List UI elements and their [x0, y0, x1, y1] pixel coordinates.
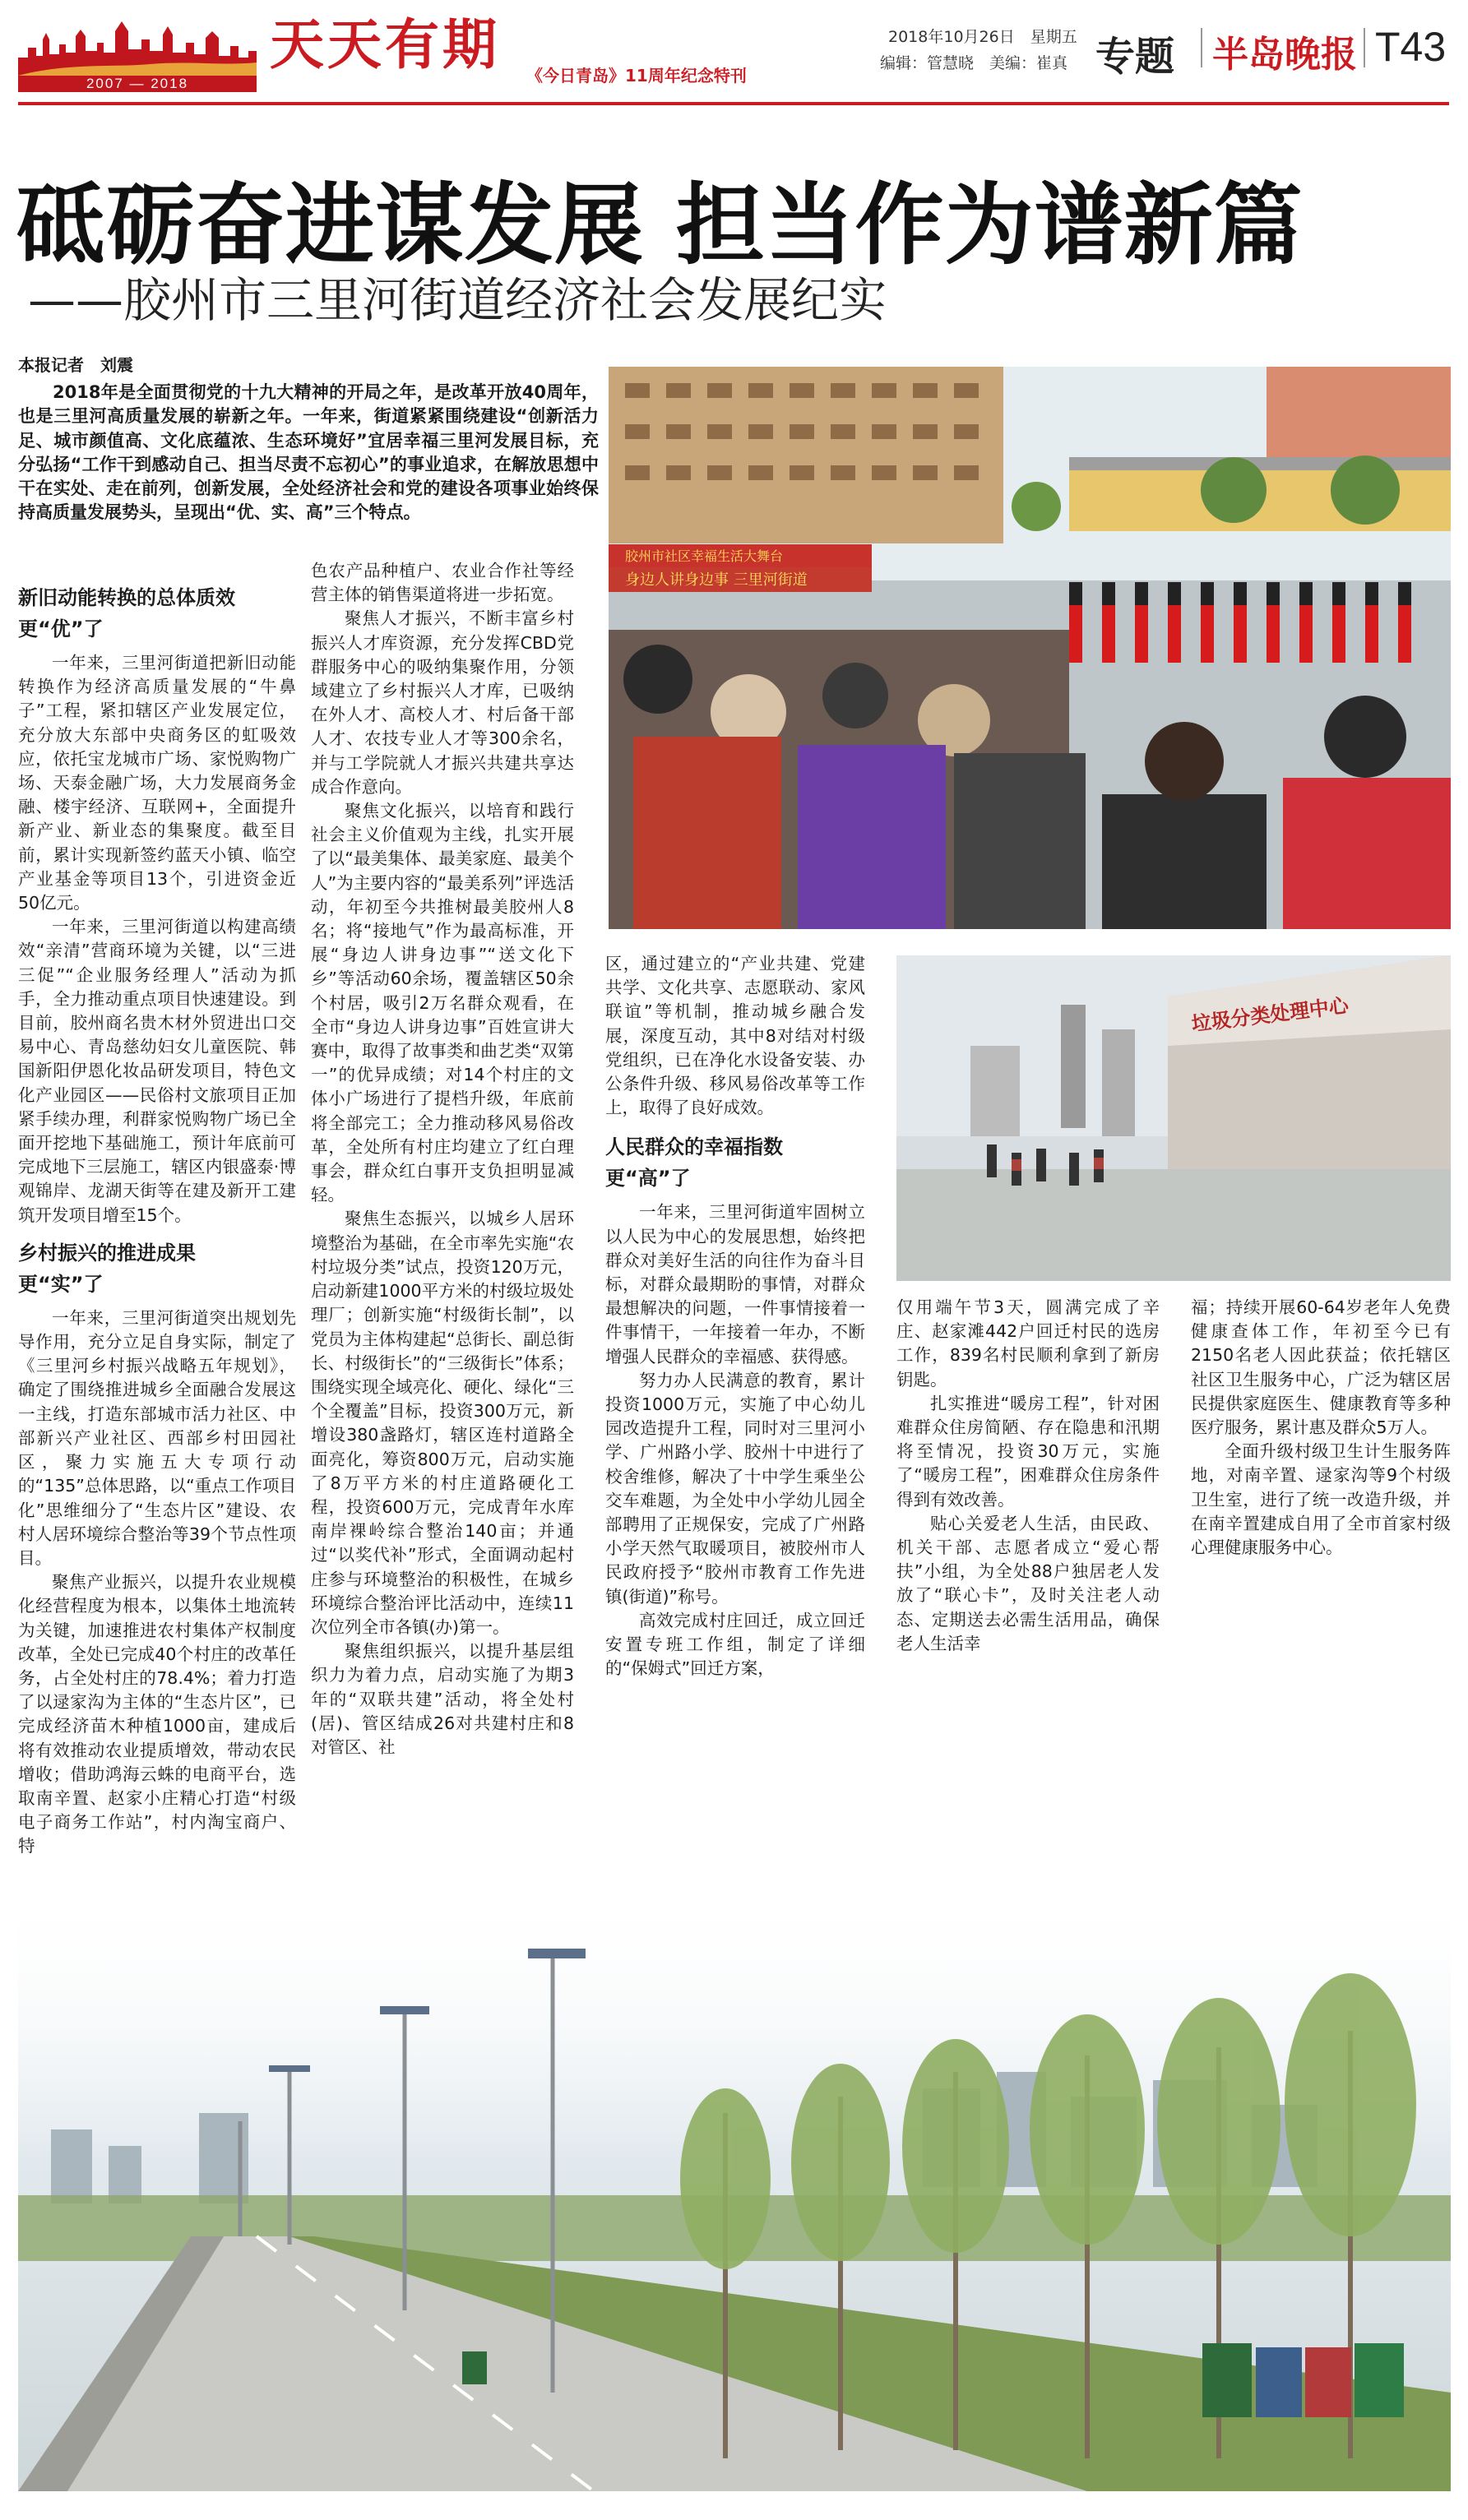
brand-name: 天天有期 — [270, 12, 500, 76]
waste-center-photo — [896, 955, 1451, 1281]
paragraph: 一年来，三里河街道突出规划先导作用，充分立足自身实际，制定了《三里河乡村振兴战略五年规划》，确定了围绕推进城乡全面融合发展这一主线，打造东部城市活力社区、中部新兴产业社区、西部乡村田园社区，聚力实施五大专项行动的“135”总体思路，以“重点工作项目化”思维细分了“生态片区”建设、农村人居环境综合整治等39个节点性项目。 — [18, 1307, 296, 1568]
column-2 — [311, 559, 574, 1759]
section-name: 专题 — [1095, 34, 1175, 80]
paragraph: 全面升级村级卫生计生服务阵地，对南辛置、逯家沟等9个村级卫生室，进行了统一改造升级，并在南辛置建成自用了全市首家村级心理健康服务中心。 — [1191, 1441, 1451, 1558]
section-2-title: 乡村振兴的推进成果 — [18, 1241, 196, 1265]
headline: 砥砺奋进谋发展 担当作为谱新篇 — [16, 174, 1304, 277]
paragraph: 一年来，三里河街道牢固树立以人民为中心的发展思想，始终把群众对美好生活的向往作为奋斗目标，对群众最期盼的事情，对群众最想解决的问题，一件事情接着一件事情干，一年接着一年办，不断增强人民群众的幸福感、获得感。 — [605, 1202, 865, 1366]
sign-text: 垃圾分类处理中心 — [1190, 993, 1350, 1036]
paragraph: 一年来，三里河街道把新旧动能转换作为经济高质量发展的“牛鼻子”工程，紧扣辖区产业发展定位，充分放大东部中央商务区的虹吸效应，依托宝龙城市广场、家悦购物广场、天泰金融广场，大力发展商务金融、楼宇经济、互联网+，全面提升新产业、新业态的集聚度。截至目前，累计实现新签约蓝天小镇、临空产业基金等项目13个，引进资金近50亿元。 — [18, 653, 296, 913]
banner-text-1: 胶州市社区幸福生活大舞台 — [625, 548, 784, 564]
banner-text-2: 身边人讲身边事 三里河街道 — [625, 571, 808, 589]
paragraph: 高效完成村庄回迁，成立回迁安置专班工作组，制定了详细的“保姆式”回迁方案， — [605, 1610, 865, 1679]
section-1-subtitle: 更“优”了 — [18, 617, 104, 640]
square-dance-photo — [609, 367, 1451, 929]
anniversary-logo — [18, 15, 257, 90]
paragraph: 区，通过建立的“产业共建、党建共学、文化共享、志愿联动、家风联谊”等机制，推动城乡融合发展，深度互动，其中8对结对村级党组织，已在净化水设备安装、办公条件升级、移风易俗改革等工作上，取得了良好成效。 — [605, 954, 865, 1118]
anniversary-years: 2007 — 2018 — [18, 76, 257, 92]
masthead-rule — [18, 102, 1449, 105]
issue-date: 2018年10月26日 星期五 — [888, 28, 1077, 46]
paragraph: 聚焦生态振兴，以城乡人居环境整治为基础，在全市率先实施“农村垃圾分类”试点，投资120万元，启动新建1000平方米的村级垃圾处理厂；创新实施“村级街长制”，以党员为主体构建起“总街长、副总街长、村级街长”的“三级街长”体系；围绕实现全域亮化、硬化、绿化“三个全覆盖”目标，投资300万元，新增设380盏路灯，辖区连村道路全面亮化，筹资800万元，启动实施了8万平方米的村庄道路硬化工程，投资600万元，完成青年水库南岸裸岭综合整治140亩；并通过“以奖代补”形式，全面调动起村庄参与环境整治的积极性，在城乡环境综合整治评比活动中，连续11次位列全市各镇(办)第一。 — [311, 1209, 574, 1637]
paragraph: 聚焦组织振兴，以提升基层组织力为着力点，启动实施了为期3年的“双联共建”活动，将全处村(居)、管区结成26对共建村庄和8对管区、社 — [311, 1641, 574, 1757]
paper-name: 半岛晚报 — [1212, 34, 1357, 76]
article-intro — [18, 354, 599, 525]
column-3 — [605, 952, 865, 1681]
paragraph: 扎实推进“暖房工程”，针对困难群众住房简陋、存在隐患和汛期将至情况，投资30万元，实施了“暖房工程”，困难群众住房条件得到有效改善。 — [896, 1393, 1160, 1510]
header-divider — [1201, 28, 1202, 67]
paragraph: 色农产品种植户、农业合作社等经营主体的销售渠道将进一步拓宽。 — [311, 561, 574, 605]
lead-paragraph: 2018年是全面贯彻党的十九大精神的开局之年，是改革开放40周年，也是三里河高质量发展的崭新之年。一年来，街道紧紧围绕建设“创新活力足、城市颜值高、文化底蕴浓、生态环境好”宜居幸福三里河发展目标，充分弘扬“工作干到感动自己、担当尽责不忘初心”的事业追求，在解放思想中干在实处、走在前列，创新发展，全处经济社会和党的建设各项事业始终保持高质量发展势头，呈现出“优、实、高”三个特点。 — [18, 382, 599, 523]
column-5 — [1191, 1296, 1451, 1560]
paragraph: 一年来，三里河街道以构建高绩效“亲清”营商环境为关键，以“三进三促”“企业服务经理人”活动为抓手，全力推动重点项目快速建设。到目前，胶州商名贵木材外贸进出口交易中心、青岛慈幼妇女儿童医院、韩国新阳伊恩化妆品研发项目，特色文化产业园区——民俗村文旅项目正加紧手续办理，利群家悦购物广场已全面开挖地下基础施工，预计年底前可完成地下三层施工，辖区内银盛泰·博观锦岸、龙湖天街等在建及新开工建筑开发项目增至15个。 — [18, 917, 296, 1225]
paragraph: 聚焦产业振兴，以提升农业规模化经营程度为根本，以集体土地流转为关键，加速推进农村集体产权制度改革，全处已完成40个村庄的改革任务，占全处村庄的78.4%；着力打造了以逯家沟为主体的“生态片区”，已完成经济苗木种植1000亩，建成后将有效推动农业提质增效，带动农民增收；借助鸿海云蛛的电商平台，选取南辛置、赵家小庄精心打造“村级电子商务工作站”，村内淘宝商户、特 — [18, 1572, 296, 1856]
paragraph: 聚焦文化振兴，以培育和践行社会主义价值观为主线，扎实开展了以“最美集体、最美家庭、最美个人”为主要内容的“最美系列”评选活动，年初至今共推树最美胶州人8名；将“接地气”作为最高标准，开展“身边人讲身边事”“送文化下乡”等活动60余场，覆盖辖区50余个村居，吸引2万名群众观看，在全市“身边人讲身边事”百姓宣讲大赛中，取得了故事类和曲艺类“双第一”的优异成绩；对14个村庄的文体小广场进行了提档升级，年底前将全部完工；全力推动移风易俗改革，全处所有村庄均建立了红白理事会，群众红白事开支负担明显减轻。 — [311, 801, 574, 1205]
paragraph: 仅用端午节3天，圆满完成了辛庄、赵家滩442户回迁村民的选房工作，839名村民顺利拿到了新房钥匙。 — [896, 1297, 1160, 1389]
column-1 — [18, 576, 296, 1859]
city-skyline-icon — [18, 15, 257, 76]
section-1-title: 新旧动能转换的总体质效 — [18, 586, 235, 609]
paragraph: 聚焦人才振兴，不断丰富乡村振兴人才库资源，充分发挥CBD党群服务中心的吸纳集聚作用，分领域建立了乡村振兴人才库，已吸纳在外人才、高校人才、村后备干部人才、农技专业人才等300余名，并与工学院就人才振兴共建共享达成合作意向。 — [311, 608, 574, 797]
paragraph: 贴心关爱老人生活，由民政、机关干部、志愿者成立“爱心帮扶”小组，为全处88户独居老人发放了“联心卡”，及时关注老人动态、定期送去必需生活用品，确保老人生活幸 — [896, 1513, 1160, 1653]
paragraph: 福；持续开展60-64岁老年人免费健康查体工作，年初至今已有2150名老人因此获益；依托辖区社区卫生服务中心，广泛为辖区居民提供家庭医生、健康教育等多种医疗服务，累计惠及群众5万人。 — [1191, 1297, 1451, 1438]
brand-subtitle: 《今日青岛》11周年纪念特刊 — [526, 66, 747, 86]
header-divider — [1364, 28, 1365, 67]
section-3-subtitle: 更“高”了 — [605, 1167, 691, 1191]
section-2-subtitle: 更“实”了 — [18, 1272, 104, 1296]
page-number: T43 — [1375, 24, 1447, 70]
editor-credits: 编辑：管慧晓 美编：崔真 — [880, 54, 1068, 72]
village-road-photo — [18, 1883, 1451, 2491]
paragraph: 努力办人民满意的教育，累计投资1000万元，实施了中心幼儿园改造提升工程，同时对三里河小学、广州路小学、胶州十中进行了校舍维修，解决了十中学生乘坐公交车难题，为全处中小学幼儿园全部聘用了正规保安，完成了广州路小学天然气取暖项目，被胶州市人民政府授予“胶州市教育工作先进镇(街道)”称号。 — [605, 1370, 865, 1607]
byline: 本报记者 刘震 — [18, 355, 133, 375]
column-4 — [896, 1296, 1160, 1656]
section-3-title: 人民群众的幸福指数 — [605, 1135, 783, 1159]
subheadline: ——胶州市三里河街道经济社会发展纪实 — [28, 272, 887, 328]
